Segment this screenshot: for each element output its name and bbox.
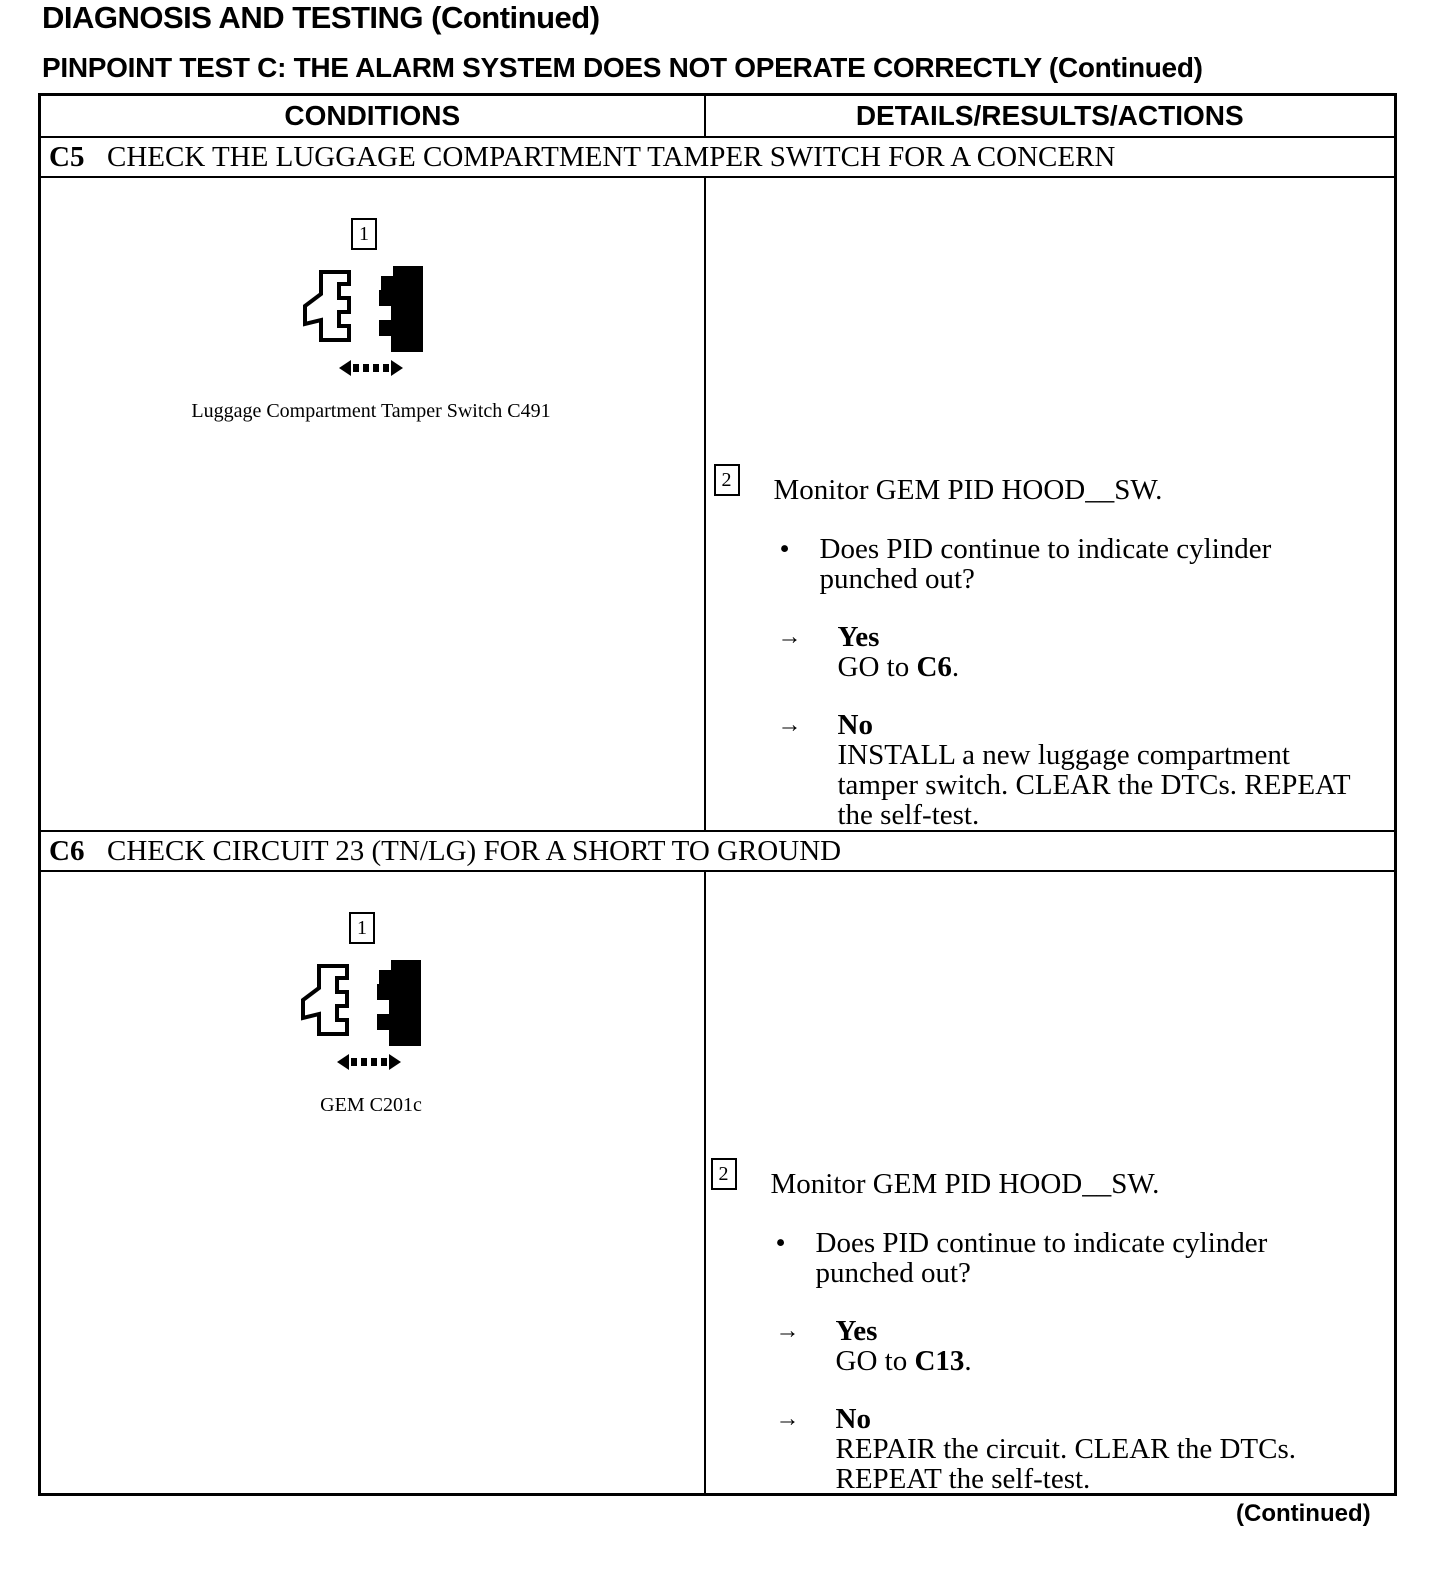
step-id: C5 — [49, 140, 85, 173]
pinpoint-test-title: PINPOINT TEST C: THE ALARM SYSTEM DOES NOT OPERATE CORRECTLY (Continued) — [42, 52, 1203, 83]
bullet-icon: • — [775, 1227, 786, 1259]
conditions-header: CONDITIONS — [40, 95, 705, 138]
right-arrow-icon: → — [775, 1406, 800, 1432]
bullet-icon: • — [779, 533, 790, 565]
conditions-cell-c6 — [40, 871, 705, 1495]
right-arrow-icon: → — [777, 624, 802, 650]
result-no-label: No — [835, 1403, 871, 1435]
result-yes-suffix: . — [964, 1345, 972, 1377]
step-id: C6 — [49, 834, 85, 867]
result-no — [775, 1403, 1356, 1495]
result-yes-label: Yes — [835, 1315, 878, 1347]
details-cell-c5 — [705, 177, 1396, 831]
result-yes-target: C13 — [914, 1345, 965, 1377]
page-title: DIAGNOSIS AND TESTING (Continued) — [42, 0, 600, 35]
continued-label: (Continued) — [1236, 1500, 1371, 1527]
connector-disconnect-icon — [299, 264, 429, 384]
connector-disconnect-icon — [297, 958, 427, 1078]
question-text: Does PID continue to indicate cylinder punched out? — [819, 533, 1272, 595]
step-title: CHECK CIRCUIT 23 (TN/LG) FOR A SHORT TO GROUND — [107, 834, 842, 867]
question-bullet — [779, 533, 1320, 595]
callout-2: 2 — [711, 1158, 737, 1190]
callout-2: 2 — [714, 464, 740, 496]
result-yes-suffix: . — [951, 651, 960, 683]
result-yes — [775, 1315, 1356, 1377]
question-bullet — [775, 1227, 1316, 1289]
details-cell-c6 — [705, 871, 1396, 1495]
callout-1: 1 — [349, 912, 375, 944]
result-no-action: INSTALL a new luggage compartment tamper switch. CLEAR the DTCs. REPEAT the self-test. — [837, 739, 1351, 831]
result-no-action: REPAIR the circuit. CLEAR the DTCs. REPEAT the self-test. — [835, 1433, 1296, 1495]
result-yes-label: Yes — [837, 621, 880, 653]
monitor-step — [721, 469, 1163, 507]
result-yes-prefix: GO to — [837, 651, 917, 683]
step-row-c5 — [40, 137, 1396, 177]
monitor-text: Monitor GEM PID HOOD__SW. — [770, 1168, 1160, 1200]
callout-1: 1 — [351, 218, 377, 250]
step-row-c6 — [40, 831, 1396, 871]
monitor-step — [718, 1163, 1160, 1201]
details-header: DETAILS/RESULTS/ACTIONS — [705, 95, 1396, 138]
result-no — [777, 709, 1378, 831]
monitor-text: Monitor GEM PID HOOD__SW. — [773, 474, 1163, 506]
question-text: Does PID continue to indicate cylinder punched out? — [815, 1227, 1268, 1289]
right-arrow-icon: → — [777, 712, 802, 738]
result-yes-target: C6 — [916, 651, 952, 683]
result-no-label: No — [837, 709, 873, 741]
result-yes-prefix: GO to — [835, 1345, 915, 1377]
connector-caption: GEM C201c — [320, 1094, 422, 1116]
connector-caption: Luggage Compartment Tamper Switch C491 — [191, 400, 551, 422]
pinpoint-test-table — [38, 93, 1397, 1496]
step-title: CHECK THE LUGGAGE COMPARTMENT TAMPER SWITCH FOR A CONCERN — [107, 140, 1116, 173]
conditions-cell-c5 — [40, 177, 705, 831]
right-arrow-icon: → — [775, 1318, 800, 1344]
result-yes — [777, 621, 1358, 683]
